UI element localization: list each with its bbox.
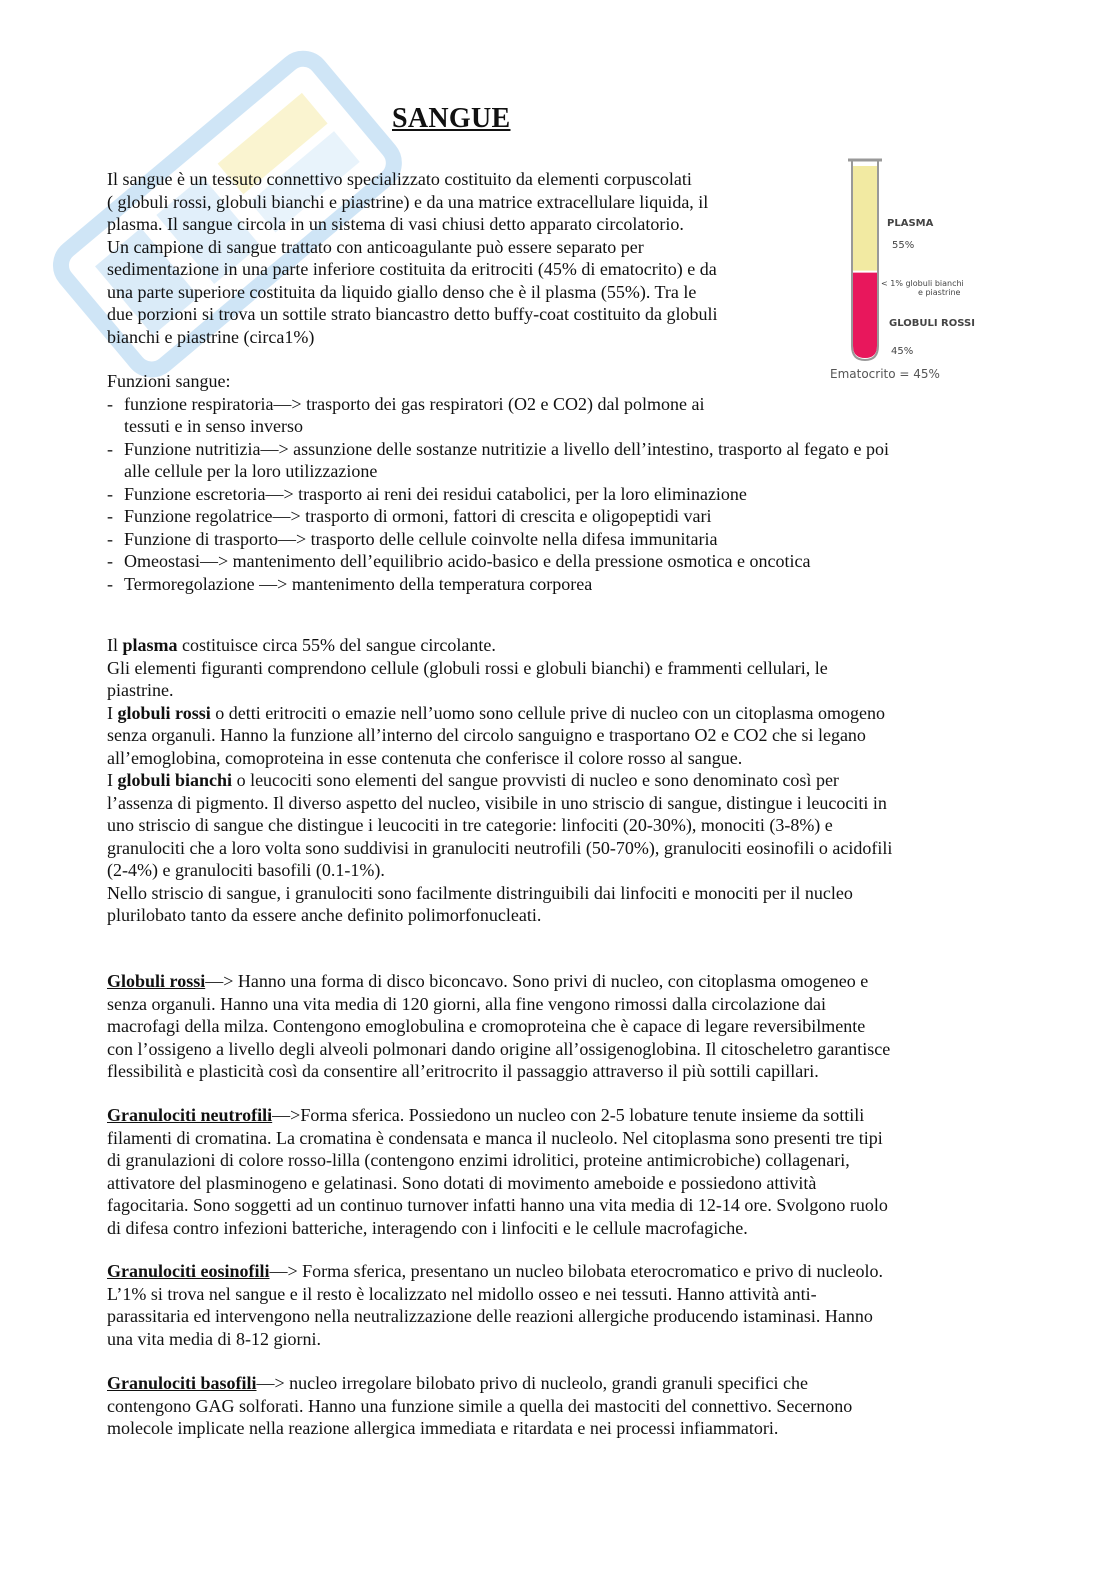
intro-line: ( globuli rossi, globuli bianchi e piastrine) e da una matrice extracellulare liquida, il <box>107 191 709 212</box>
text-run: —> nucleo irregolare bilobato privo di nucleolo, grandi granuli specifici che <box>256 1373 808 1393</box>
intro-line: una parte superiore costituita da liquido giallo denso che è il plasma (55%). Tra le <box>107 281 697 302</box>
text-line: di difesa contro infezioni batteriche, interagendo con i linfociti e le cellule macrofagiche. <box>107 1217 748 1238</box>
intro-line: bianchi e piastrine (circa1%) <box>107 326 315 347</box>
eosinofili-section <box>107 1260 1012 1350</box>
text-line: Gli elementi figuranti comprendono cellule (globuli rossi e globuli bianchi) e frammenti cellulari, le <box>107 657 828 678</box>
text-run: I <box>107 702 118 723</box>
buffy-coat-label-2: e piastrine <box>918 288 961 297</box>
intro-line: due porzioni si trova un sottile strato biancastro detto buffy-coat costituito da globuli <box>107 304 718 324</box>
text-line: attivatore del plasminogeno e gelatinasi. Sono dotati di movimento ameboide e possiedono attività <box>107 1172 817 1193</box>
plasma-line <box>107 634 1012 657</box>
globuli-rossi-line <box>107 702 1012 725</box>
test-tube-figure <box>830 152 990 392</box>
text-line <box>107 1372 1012 1395</box>
text-line: l’assenza di pigmento. Il diverso aspetto del nucleo, visibile in uno striscio di sangue, distingue i leucociti in <box>107 792 887 813</box>
neutrofili-section <box>107 1104 1012 1239</box>
text-run: —> Forma sferica, presentano un nucleo bilobata eterocromatico e privo di nucleolo. <box>269 1261 883 1281</box>
term-plasma: plasma <box>122 635 178 655</box>
tube-rbc-fill <box>853 272 877 358</box>
rbc-label: GLOBULI ROSSI <box>889 318 975 329</box>
term-globuli-bianchi: globuli bianchi <box>117 770 233 790</box>
text-run: o leucociti sono elementi del sangue provvisti di nucleo e sono denominato così per <box>232 770 839 790</box>
buffy-coat-label: < 1% globuli bianchi <box>881 279 964 288</box>
list-item-line: - Funzione escretoria—> trasporto ai reni dei residui catabolici, per la loro eliminazione <box>124 483 747 504</box>
text-line: molecole implicate nella reazione allergica immediata e ritardata e nei processi infiammatori. <box>107 1418 779 1438</box>
list-item-line: - Funzione regolatrice—> trasporto di ormoni, fattori di crescita e oligopeptidi vari <box>124 506 712 526</box>
plasma-label: PLASMA <box>887 218 934 229</box>
text-line <box>107 1104 1012 1127</box>
section-heading: Globuli rossi <box>107 971 206 991</box>
basofili-section <box>107 1372 1012 1440</box>
term-globuli-rossi: globuli rossi <box>117 702 211 723</box>
text-line: piastrine. <box>107 680 174 700</box>
list-item <box>107 573 1012 596</box>
text-line: Nello striscio di sangue, i granulociti sono facilmente distringuibili dai linfociti e monociti per il nucleo <box>107 882 853 903</box>
list-item <box>107 483 1012 506</box>
text-line: macrofagi della milza. Contengono emoglobulina e cromoproteina che è capace di legare reversibilmente <box>107 1016 866 1036</box>
tube-plasma-fill <box>853 166 877 272</box>
list-item-line: - Omeostasi—> mantenimento dell’equilibrio acido-basico e della pressione osmotica e oncotica <box>124 551 811 571</box>
text-line: L’1% si trova nel sangue e il resto è localizzato nel midollo osseo e nei tessuti. Hanno attività anti- <box>107 1283 817 1304</box>
section-heading: Granulociti eosinofili <box>107 1261 270 1281</box>
intro-line: sedimentazione in una parte inferiore costituita da eritrociti (45% di ematocrito) e da <box>107 259 717 279</box>
list-item <box>107 528 1012 551</box>
text-line: contengono GAG solforati. Hanno una funzione simile a quella dei mastociti del connettivo. Secernono <box>107 1395 853 1416</box>
list-item-line: - Funzione nutritizia—> assunzione delle sostanze nutritizie a livello dell’intestino, trasporto al fegato e poi <box>124 438 889 459</box>
text-run: —>Forma sferica. Possiedono un nucleo con 2-5 lobature tenute insieme da sottili <box>272 1105 865 1125</box>
text-line: all’emoglobina, comoproteina in esse contenuta che conferisce il colore rosso al sangue. <box>107 747 743 768</box>
section-heading: Granulociti basofili <box>107 1373 257 1393</box>
list-item-line: - Termoregolazione —> mantenimento della temperatura corporea <box>124 573 593 594</box>
globuli-rossi-section <box>107 970 1012 1083</box>
list-item-line: - funzione respiratoria—> trasporto dei gas respiratori (O2 e CO2) dal polmone ai <box>124 393 705 414</box>
text-line: con l’ossigeno a livello degli alveoli polmonari dando origine all’ossigenoglobina. Il citoscheletro garantisce <box>107 1038 891 1059</box>
functions-list <box>107 393 1012 596</box>
text-line: senza organuli. Hanno una vita media di 120 giorni, alla fine vengono rimossi dalla circolazione dai <box>107 993 826 1014</box>
section-heading: Granulociti neutrofili <box>107 1105 273 1125</box>
rbc-percent: 45% <box>891 346 914 357</box>
text-line: granulociti che a loro volta sono suddivisi in granulociti neutrofili (50-70%), granulociti eosinofili o acidofili <box>107 837 893 858</box>
intro-paragraph <box>107 168 822 348</box>
plasma-percent: 55% <box>892 240 915 251</box>
list-item <box>107 505 1012 528</box>
list-item <box>107 393 1012 438</box>
text-line: di granulazioni di colore rosso-lilla (contengono enzimi idrolitici, proteine antimicrobiche) collagenari, <box>107 1150 850 1170</box>
globuli-bianchi-line <box>107 769 1012 792</box>
text-line: uno striscio di sangue che distingue i leucociti in tre categorie: linfociti (20-30%), monociti (3-8%) e <box>107 815 833 835</box>
text-line: senza organuli. Hanno la funzione all’interno del circolo sanguigno e trasportano O2 e CO2 che si legano <box>107 725 866 745</box>
list-item <box>107 438 1012 483</box>
list-item-line: tessuti e in senso inverso <box>124 416 303 436</box>
hematocrit-caption: Ematocrito = 45% <box>830 367 940 381</box>
intro-line: Un campione di sangue trattato con anticoagulante può essere separato per <box>107 236 644 257</box>
intro-line: Il sangue è un tessuto connettivo specializzato costituito da elementi corpuscolati <box>107 169 692 189</box>
functions-section <box>107 370 1012 595</box>
functions-heading: Funzioni sangue: <box>107 371 231 391</box>
text-line <box>107 970 1012 993</box>
text-run: Il <box>107 635 123 655</box>
list-item <box>107 550 1012 573</box>
text-line <box>107 1260 1012 1283</box>
text-line: flessibilità e plasticità così da consentire all’eritrocrito il passaggio attraverso il più sottili capillari. <box>107 1061 819 1081</box>
intro-line: plasma. Il sangue circola in un sistema di vasi chiusi detto apparato circolatorio. <box>107 214 684 234</box>
text-line: (2-4%) e granulociti basofili (0.1-1%). <box>107 860 385 880</box>
text-run: o detti eritrociti o emazie nell’uomo sono cellule prive di nucleo con un citoplasma omogeno <box>210 702 886 723</box>
list-item-line: - Funzione di trasporto—> trasporto delle cellule coinvolte nella difesa immunitaria <box>124 528 718 549</box>
text-line: parassitaria ed intervengono nella neutralizzazione delle reazioni allergiche producendo istaminasi. Hanno <box>107 1306 873 1326</box>
list-item-line: alle cellule per la loro utilizzazione <box>124 461 378 481</box>
page-title: SANGUE <box>392 103 511 134</box>
text-line: filamenti di cromatina. La cromatina è condensata e manca il nucleolo. Nel citoplasma sono presenti tre tipi <box>107 1127 883 1148</box>
text-run: costituisce circa 55% del sangue circolante. <box>177 635 496 655</box>
text-run: —> Hanno una forma di disco biconcavo. Sono privi di nucleo, con citoplasma omogeneo e <box>205 971 869 991</box>
text-line: fagocitaria. Sono soggetti ad un continuo turnover infatti hanno una vita media di 12-14 ore. Svolgono ruolo <box>107 1195 888 1215</box>
text-run: I <box>107 770 118 790</box>
elements-section <box>107 634 1012 927</box>
text-line: plurilobato tanto da essere anche definito polimorfonucleati. <box>107 905 542 925</box>
text-line: una vita media di 8-12 giorni. <box>107 1328 321 1349</box>
